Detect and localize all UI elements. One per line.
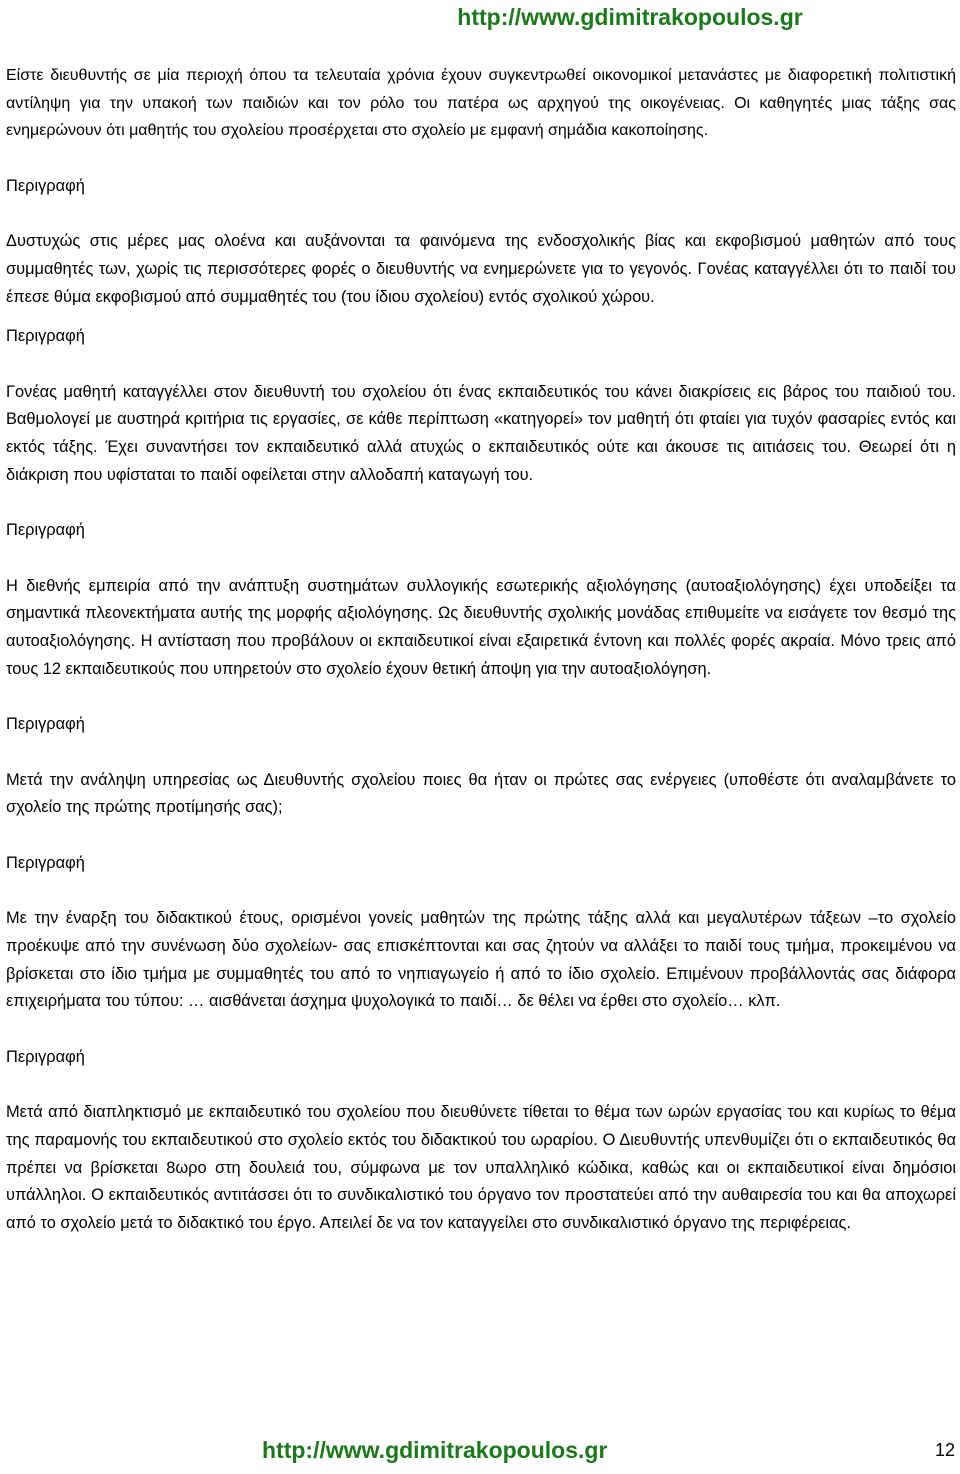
page-number: 12 xyxy=(935,1440,956,1460)
header-url[interactable]: http://www.gdimitrakopoulos.gr xyxy=(457,4,803,30)
scenario-paragraph-6: Με την έναρξη του διδακτικού έτους, ορισμένοι γονείς μαθητών της πρώτης τάξης αλλά και μεγαλυτέρων τάξεων –το σχολείο προέκυψε από την συνένωση δύο σχολείων- σας επισκέπτονται και σας ζητούν να αλλάξει το παιδί τους τμήμα, προκειμένου να βρίσκεται στο ίδιο τμήμα με συμμαθητές του από το νηπιαγωγείο ή από το ίδιο σχολείο. Επιμένουν προβάλλοντάς σας διάφορα επιχειρήματα του τύπου: … αισθάνεται άσχημα ψυχολογικά το παιδί… δε θέλει να έρθει στο σχολείο… κλπ. xyxy=(6,909,956,1011)
section-heading-5: Περιγραφή xyxy=(6,853,85,872)
scenario-paragraph-1: Είστε διευθυντής σε μία περιοχή όπου τα τελευταία χρόνια έχουν συγκεντρωθεί οικονομικοί μετανάστες με διαφορετική πολιτιστική αντίληψη για την υπακοή των παιδιών και τον ρόλο του πατέρα ως αρχηγού της οικογένειας. Οι καθηγητές μιας τάξης σας ενημερώνουν ότι μαθητής του σχολείου προσέρχεται στο σχολείο με εμφανή σημάδια κακοποίησης. xyxy=(6,67,956,140)
section-heading-1: Περιγραφή xyxy=(6,176,85,195)
scenario-paragraph-3: Γονέας μαθητή καταγγέλλει στον διευθυντή του σχολείου ότι ένας εκπαιδευτικός του κάνει διακρίσεις εις βάρος του παιδιού του. Βαθμολογεί με αυστηρά κριτήρια τις εργασίες, σε κάθε περίπτωση «κατηγορεί» τον μαθητή ότι φταίει για τυχόν φασαρίες εντός και εκτός τάξης. Έχει συναντήσει τον εκπαιδευτικό αλλά ατυχώς ο εκπαιδευτικός ούτε και άκουσε τις αιτιάσεις του. Θεωρεί ότι η διάκριση που υφίσταται το παιδί οφείλεται στην αλλοδαπή καταγωγή του. xyxy=(6,382,956,484)
section-heading-2: Περιγραφή xyxy=(6,327,85,346)
section-heading-4: Περιγραφή xyxy=(6,715,85,734)
section-heading-6: Περιγραφή xyxy=(6,1047,85,1066)
scenario-paragraph-2: Δυστυχώς στις μέρες μας ολοένα και αυξάνονται τα φαινόμενα της ενδοσχολικής βίας και εκφοβισμού μαθητών από τους συμμαθητές των, χωρίς τις περισσότερες φορές ο διευθυντής να ενημερώνετε για το γεγονός. Γονέας καταγγέλλει ότι το παιδί του έπεσε θύμα εκφοβισμού από συμμαθητές του (του ίδιου σχολείου) εντός σχολικού χώρου. xyxy=(6,232,956,306)
footer-url[interactable]: http://www.gdimitrakopoulos.gr xyxy=(262,1437,608,1463)
scenario-paragraph-7: Μετά από διαπληκτισμό με εκπαιδευτικό του σχολείου που διευθύνετε τίθεται το θέμα των ωρών εργασίας του και κυρίως το θέμα της παραμονής του εκπαιδευτικού στο σχολείο εκτός του διδακτικού του ωραρίου. Ο Διευθυντής υπενθυμίζει ότι ο εκπαιδευτικός θα πρέπει να βρίσκεται 8ωρο στη δουλειά του, σύμφωνα με τον υπαλληλικό κώδικα, καθώς και οι εκπαιδευτικοί είναι δημόσιοι υπάλληλοι. Ο εκπαιδευτικός αντιτάσσει ότι το συνδικαλιστικό του όργανο τον προστατεύει από την αυθαιρεσία του και θα αποχωρεί από το σχολείο μετά το διδακτικό του έργο. Απειλεί δε να τον καταγγείλει στο συνδικαλιστικό όργανο της περιφέρειας. xyxy=(6,1103,956,1232)
document-body xyxy=(6,62,956,1237)
section-heading-3: Περιγραφή xyxy=(6,521,85,540)
scenario-paragraph-5: Μετά την ανάληψη υπηρεσίας ως Διευθυντής σχολείου ποιες θα ήταν οι πρώτες σας ενέργειες (υποθέστε ότι αναλαμβάνετε το σχολείο της πρώτης προτίμησής σας); xyxy=(6,770,956,817)
scenario-paragraph-4: Η διεθνής εμπειρία από την ανάπτυξη συστημάτων συλλογικής εσωτερικής αξιολόγησης (αυτοαξιολόγησης) έχει υποδείξει τα σημαντικά πλεονεκτήματα αυτής της μορφής αξιολόγησης. Ως διευθυντής σχολικής μονάδας επιθυμείτε να εισάγετε τον θεσμό της αυτοαξιολόγησης. Η αντίσταση που προβάλουν οι εκπαιδευτικοί είναι εξαιρετικά έντονη και πολλές φορές ακραία. Μόνο τρεις από τους 12 εκπαιδευτικούς που υπηρετούν στο σχολείο έχουν θετική άποψη για την αυτοαξιολόγηση. xyxy=(6,576,956,678)
